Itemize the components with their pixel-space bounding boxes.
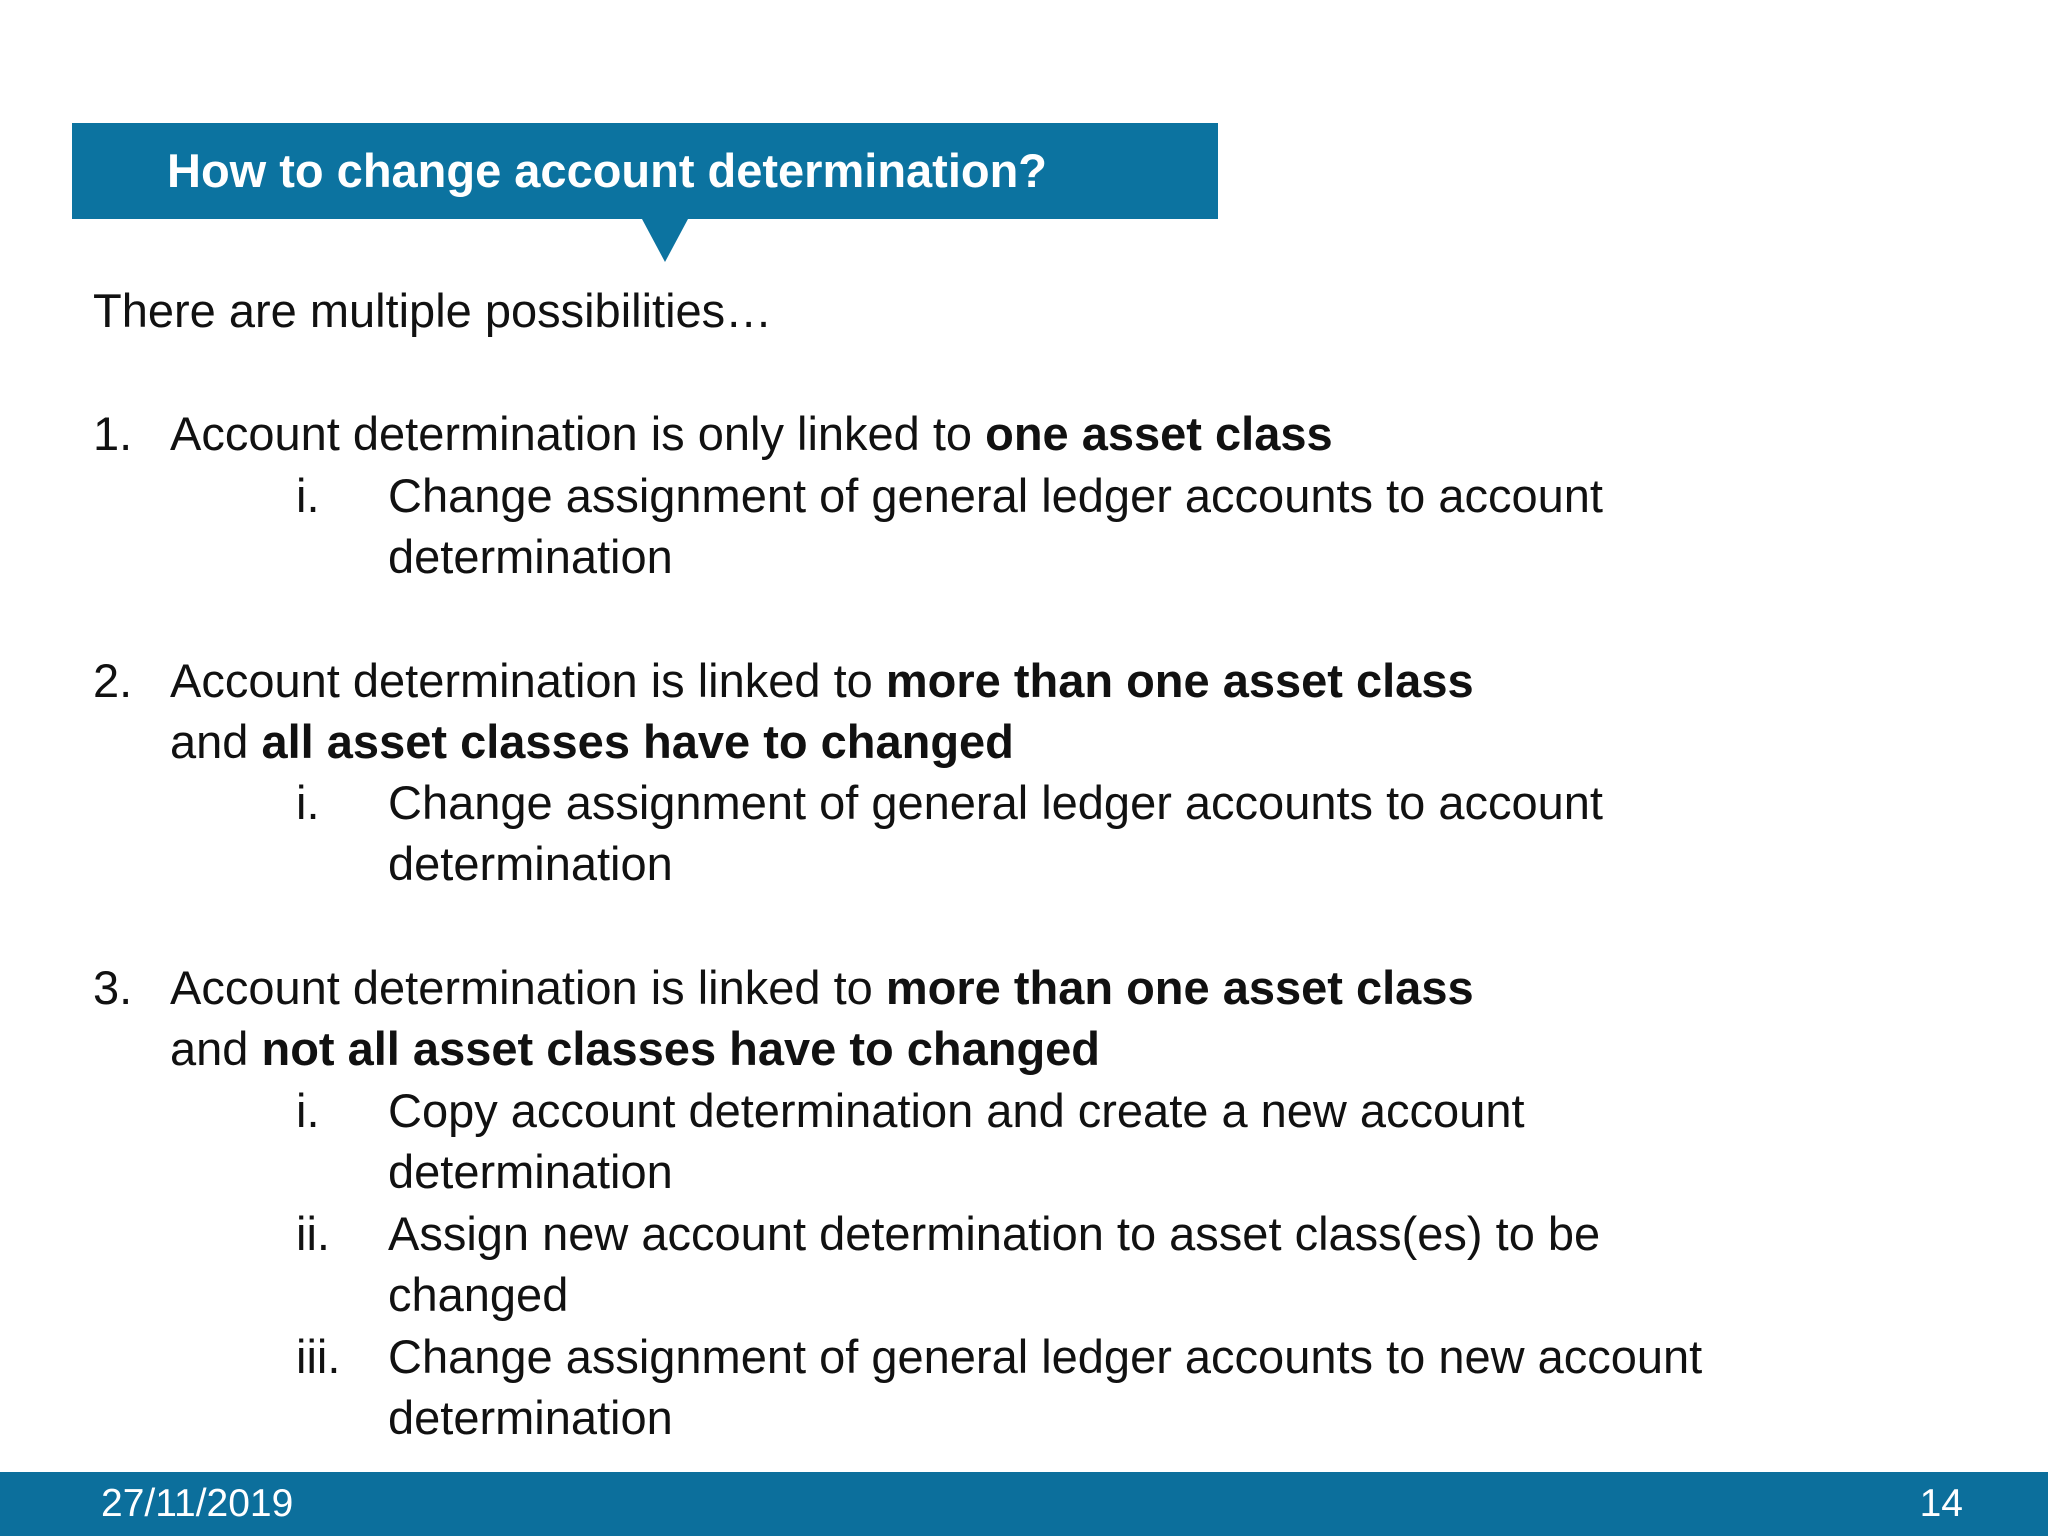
footer-bar <box>0 1472 2048 1536</box>
item-1-sub-1-marker: i. <box>296 469 320 522</box>
page-number: 14 <box>1919 1482 1963 1525</box>
item-3-heading-line2-bold: not all asset classes have to changed <box>261 1022 1101 1075</box>
item-3-heading <box>170 957 1474 1019</box>
item-2-sub-1-line1: Change assignment of general ledger accounts to account <box>388 776 1603 829</box>
footer-date: 27/11/2019 <box>101 1482 294 1525</box>
item-3-sub-2-line1: Assign new account determination to asset class(es) to be <box>388 1207 1601 1260</box>
item-3-sub-3-line2: determination <box>388 1391 673 1444</box>
item-2-heading-line2-normal: and <box>170 715 262 768</box>
item-3-heading-bold: more than one asset class <box>885 961 1474 1014</box>
item-3-sub-1-marker: i. <box>296 1084 320 1137</box>
item-3-number: 3. <box>93 961 133 1014</box>
item-1-number: 1. <box>93 407 133 460</box>
item-1-heading-normal: Account determination is only linked to <box>170 407 986 460</box>
item-1-sub-1-line1: Change assignment of general ledger accounts to account <box>388 469 1603 522</box>
intro-text: There are multiple possibilities… <box>93 284 773 337</box>
item-3-sub-3-line1: Change assignment of general ledger accounts to new account <box>388 1330 1703 1383</box>
item-3-heading-normal: Account determination is linked to <box>170 961 886 1014</box>
item-2-sub-1-marker: i. <box>296 776 320 829</box>
item-2-sub-1-line2: determination <box>388 837 673 890</box>
item-2-heading-bold: more than one asset class <box>885 654 1474 707</box>
item-3-sub-1-line2: determination <box>388 1145 673 1198</box>
item-3-sub-2-marker: ii. <box>296 1207 330 1260</box>
item-2-heading <box>170 650 1474 712</box>
item-1-heading-bold: one asset class <box>985 407 1333 460</box>
item-3-heading-line2-normal: and <box>170 1022 262 1075</box>
item-2-heading-normal: Account determination is linked to <box>170 654 886 707</box>
item-1-heading <box>170 403 1333 465</box>
item-3-sub-1-line1: Copy account determination and create a new account <box>388 1084 1525 1137</box>
item-2-heading-line2-bold: all asset classes have to changed <box>261 715 1014 768</box>
item-3-sub-2-line2: changed <box>388 1268 569 1321</box>
item-3-sub-3-marker: iii. <box>296 1330 341 1383</box>
item-1-sub-1-line2: determination <box>388 530 673 583</box>
slide-title: How to change account determination? <box>167 144 1048 197</box>
item-2-number: 2. <box>93 654 133 707</box>
item-3-heading-line2 <box>170 1018 1100 1080</box>
item-2-heading-line2 <box>170 711 1014 773</box>
